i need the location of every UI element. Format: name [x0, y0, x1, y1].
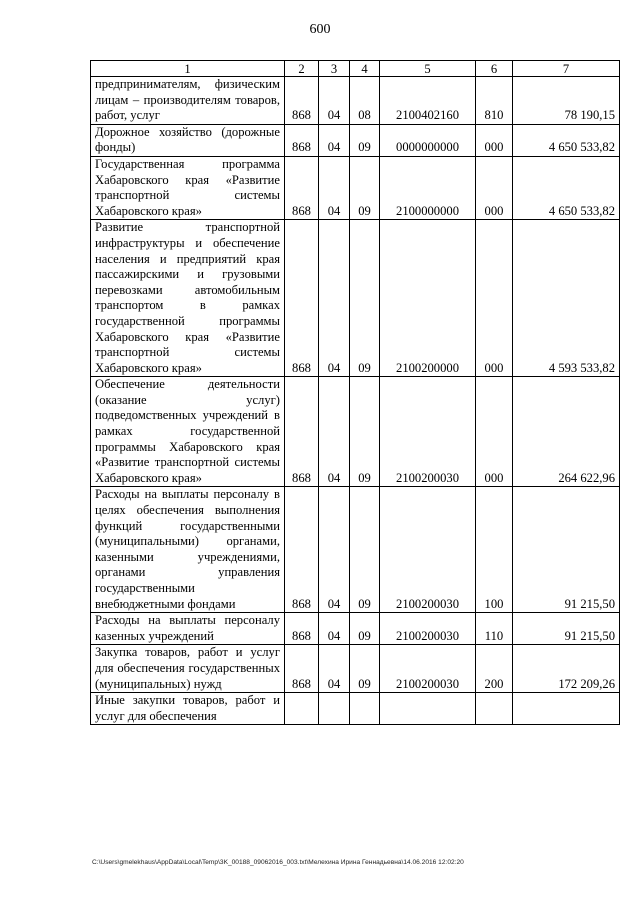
- header-col-7: 7: [513, 61, 620, 77]
- table-row: [91, 693, 620, 725]
- header-row: [91, 61, 620, 77]
- budget-table: [90, 60, 620, 725]
- row-name: предпринимателям, физическим лицам – производителям товаров, работ, услуг: [91, 77, 285, 125]
- row-section-code: 04: [319, 487, 350, 613]
- row-ministry-code: 868: [285, 377, 319, 487]
- table-row: [91, 220, 620, 377]
- row-ministry-code: 868: [285, 77, 319, 125]
- row-target-article: 2100200030: [380, 377, 476, 487]
- row-section-code: 04: [319, 124, 350, 156]
- row-expense-type: 810: [476, 77, 513, 125]
- row-target-article: 2100200030: [380, 613, 476, 645]
- row-amount: 91 215,50: [513, 613, 620, 645]
- row-ministry-code: 868: [285, 220, 319, 377]
- row-ministry-code: 868: [285, 645, 319, 693]
- row-target-article: 2100000000: [380, 156, 476, 219]
- row-name: Обеспечение деятельности (оказание услуг) подведомственных учреждений в рамках государственной программы Хабаровского края «Развитие транспортной системы Хабаровского края»: [91, 377, 285, 487]
- row-expense-type: [476, 693, 513, 725]
- row-section-code: 04: [319, 156, 350, 219]
- row-ministry-code: 868: [285, 156, 319, 219]
- row-target-article: [380, 693, 476, 725]
- row-subsection-code: 09: [350, 220, 380, 377]
- table-row: [91, 377, 620, 487]
- row-name: Государственная программа Хабаровского края «Развитие транспортной системы Хабаровского края»: [91, 156, 285, 219]
- row-name: Дорожное хозяйство (дорожные фонды): [91, 124, 285, 156]
- header-col-1: 1: [91, 61, 285, 77]
- row-subsection-code: 09: [350, 487, 380, 613]
- row-section-code: 04: [319, 613, 350, 645]
- row-expense-type: 110: [476, 613, 513, 645]
- row-section-code: 04: [319, 377, 350, 487]
- row-expense-type: 000: [476, 156, 513, 219]
- row-subsection-code: 09: [350, 156, 380, 219]
- header-col-5: 5: [380, 61, 476, 77]
- row-name: Закупка товаров, работ и услуг для обеспечения государственных (муниципальных) нужд: [91, 645, 285, 693]
- row-expense-type: 000: [476, 377, 513, 487]
- row-amount: 4 650 533,82: [513, 156, 620, 219]
- table-row: [91, 77, 620, 125]
- row-target-article: 2100200030: [380, 645, 476, 693]
- row-amount: 78 190,15: [513, 77, 620, 125]
- row-target-article: 0000000000: [380, 124, 476, 156]
- row-ministry-code: 868: [285, 487, 319, 613]
- table-row: [91, 124, 620, 156]
- header-col-4: 4: [350, 61, 380, 77]
- row-expense-type: 200: [476, 645, 513, 693]
- file-path-footer: C:\Users\gmelekhaus\AppData\Local\Temp\3K_00188_09062016_003.txt\Мелехина Ирина Геннадьевна\14.06.2016 12:02:20: [92, 859, 464, 866]
- row-expense-type: 000: [476, 220, 513, 377]
- row-subsection-code: 09: [350, 613, 380, 645]
- header-col-2: 2: [285, 61, 319, 77]
- row-subsection-code: [350, 693, 380, 725]
- header-col-3: 3: [319, 61, 350, 77]
- row-subsection-code: 08: [350, 77, 380, 125]
- row-name: Иные закупки товаров, работ и услуг для обеспечения: [91, 693, 285, 725]
- row-amount: [513, 693, 620, 725]
- row-target-article: 2100402160: [380, 77, 476, 125]
- row-section-code: [319, 693, 350, 725]
- row-subsection-code: 09: [350, 377, 380, 487]
- row-name: Расходы на выплаты персоналу в целях обеспечения выполнения функций государственными (муниципальными) органами, казенными учреждениями, органами управления государственными внебюджетными фондами: [91, 487, 285, 613]
- row-subsection-code: 09: [350, 124, 380, 156]
- row-target-article: 2100200000: [380, 220, 476, 377]
- row-section-code: 04: [319, 77, 350, 125]
- table-row: [91, 613, 620, 645]
- row-amount: 4 593 533,82: [513, 220, 620, 377]
- row-target-article: 2100200030: [380, 487, 476, 613]
- table-row: [91, 156, 620, 219]
- table-row: [91, 487, 620, 613]
- row-amount: 172 209,26: [513, 645, 620, 693]
- row-ministry-code: 868: [285, 613, 319, 645]
- row-amount: 4 650 533,82: [513, 124, 620, 156]
- header-col-6: 6: [476, 61, 513, 77]
- row-name: Расходы на выплаты персоналу казенных учреждений: [91, 613, 285, 645]
- row-expense-type: 100: [476, 487, 513, 613]
- row-ministry-code: [285, 693, 319, 725]
- row-amount: 264 622,96: [513, 377, 620, 487]
- page-number: 600: [309, 22, 331, 37]
- row-name: Развитие транспортной инфраструктуры и обеспечение населения и предприятий края пассажирскими и грузовыми перевозками автомобильным транспортом в рамках государственной программы Хабаровского края «Развитие транспортной системы Хабаровского края»: [91, 220, 285, 377]
- row-subsection-code: 09: [350, 645, 380, 693]
- row-section-code: 04: [319, 220, 350, 377]
- row-ministry-code: 868: [285, 124, 319, 156]
- row-expense-type: 000: [476, 124, 513, 156]
- row-section-code: 04: [319, 645, 350, 693]
- row-amount: 91 215,50: [513, 487, 620, 613]
- table-row: [91, 645, 620, 693]
